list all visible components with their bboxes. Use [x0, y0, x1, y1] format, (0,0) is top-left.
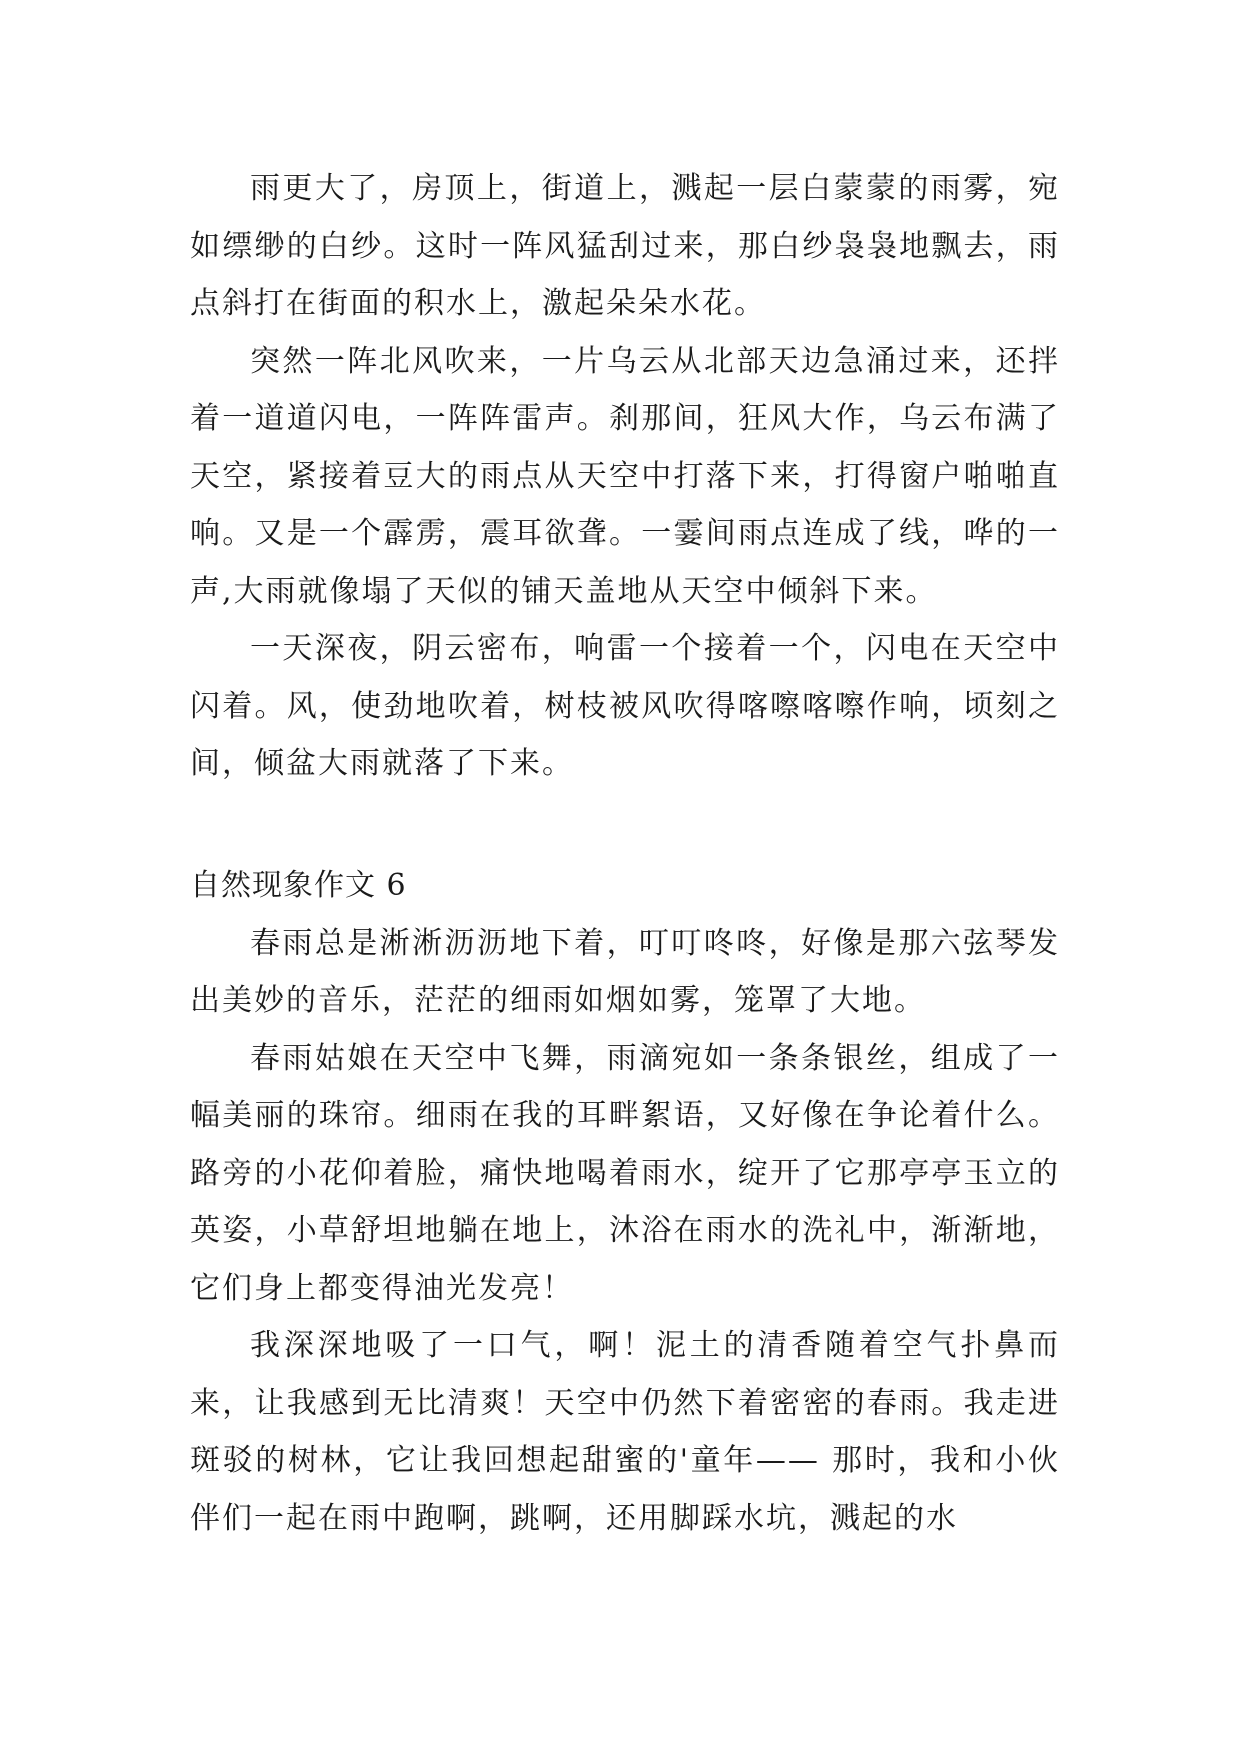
essay-section-continued [190, 160, 1060, 793]
essay-heading: 自然现象作文 6 [190, 868, 407, 903]
paragraph: 春雨姑娘在天空中飞舞，雨滴宛如一条条银丝，组成了一幅美丽的珠帘。细雨在我的耳畔絮语，又好像在争论着什么。路旁的小花仰着脸，痛快地喝着雨水，绽开了它那亭亭玉立的英姿，小草舒坦地躺在地上，沐浴在雨水的洗礼中，渐渐地，它们身上都变得油光发亮！ [190, 1040, 1060, 1306]
paragraph: 雨更大了，房顶上，街道上，溅起一层白蒙蒙的雨雾，宛如缥缈的白纱。这时一阵风猛刮过来，那白纱袅袅地飘去，雨点斜打在街面的积水上，激起朵朵水花。 [190, 171, 1060, 321]
essay-section-6 [190, 857, 1060, 1547]
paragraph: 一天深夜，阴云密布，响雷一个接着一个，闪电在天空中闪着。风，使劲地吹着，树枝被风吹得喀嚓喀嚓作响，顷刻之间，倾盆大雨就落了下来。 [190, 631, 1060, 781]
paragraph: 我深深地吸了一口气，啊！泥土的清香随着空气扑鼻而来，让我感到无比清爽！天空中仍然下着密密的春雨。我走进斑驳的树林，它让我回想起甜蜜的'童年—— 那时，我和小伙伴们一起在雨中跑啊，跳啊，还用脚踩水坑，溅起的水 [190, 1328, 1060, 1536]
paragraph: 春雨总是淅淅沥沥地下着，叮叮咚咚，好像是那六弦琴发出美妙的音乐，茫茫的细雨如烟如雾，笼罩了大地。 [190, 925, 1060, 1018]
paragraph: 突然一阵北风吹来，一片乌云从北部天边急涌过来，还拌着一道道闪电，一阵阵雷声。刹那间，狂风大作，乌云布满了天空，紧接着豆大的雨点从天空中打落下来，打得窗户啪啪直响。又是一个霹雳，震耳欲聋。一霎间雨点连成了线，哗的一声,大雨就像塌了天似的铺天盖地从天空中倾斜下来。 [190, 343, 1060, 609]
